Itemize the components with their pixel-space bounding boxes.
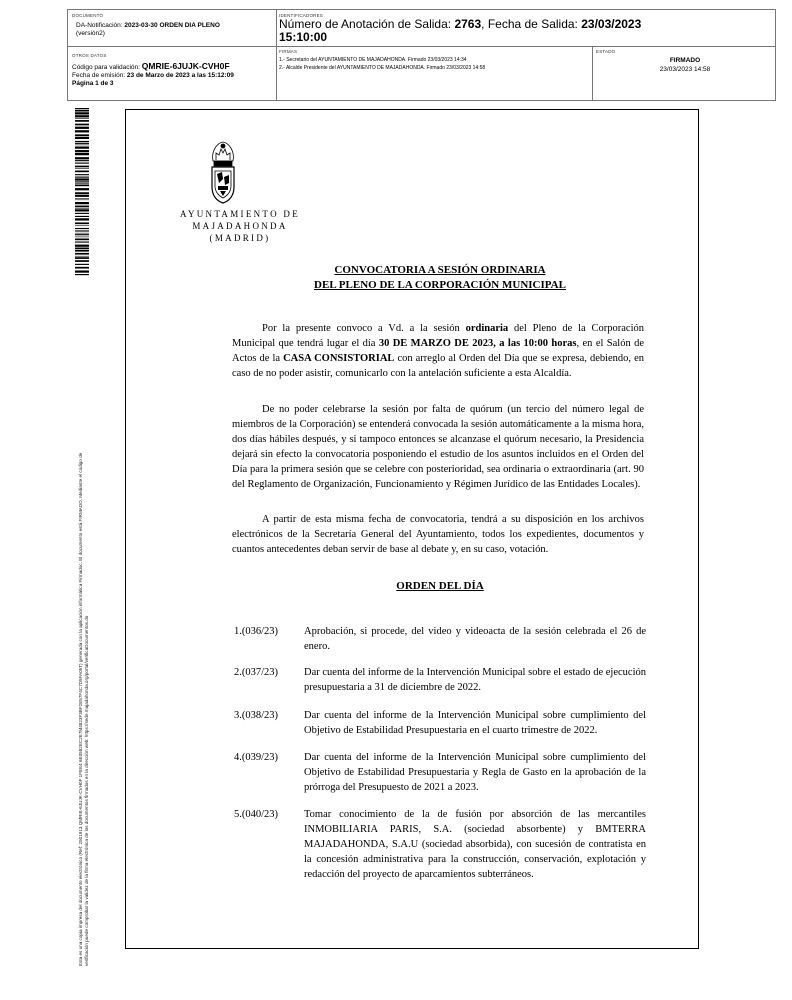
header-divider <box>592 46 593 100</box>
side-text-line-1: Esta es una copia impresa del documento electrónico (Ref: 2501913 QMRIE-6JUJK-CVH0F 1FEE4 6E0582EC2E7M4823F3BF2E57F4C7D5FA05T) generada con la aplicación informática Firmadoc. El documento está FIRMADO. Mediante el código de <box>78 452 83 966</box>
firma-2: 2.- Alcalde Presidente del AYUNTAMIENTO DE MAJADAHONDA. Firmado 23/03/2023 14:58 <box>279 65 486 71</box>
header-divider <box>68 46 775 47</box>
identificadores-caption: IDENTIFICADORES <box>279 13 324 18</box>
validation-code: Código para validación: QMRIE-6JUJK-CVH0F <box>72 61 230 71</box>
document-header-table <box>67 9 776 101</box>
agenda-item <box>234 708 646 738</box>
agenda-item-text: Aprobación, si procede, del video y videoacta de la sesión celebrada el 26 de enero. <box>304 626 646 652</box>
letterhead-line-2: MAJADAHONDA <box>192 221 288 231</box>
agenda-item <box>234 665 646 695</box>
side-text-line-2: verificación puede comprobar la validez de la firma electrónica de los documentos firmados en la dirección web: https://sede.majadahonda.org/portal/verificaDocumentos.do <box>84 615 89 966</box>
anotacion-salida: Número de Anotación de Salida: 2763, Fecha de Salida: 23/03/2023 15:10:00 <box>279 17 642 44</box>
agenda-item-text: Dar cuenta del informe de la Intervención Municipal sobre cumplimiento del Objetivo de Estabilidad Presupuestaria y Regla de Gasto en la aprobación de la prórroga del Presupuesto de 2021 a 2023. <box>304 752 646 793</box>
document-title <box>238 263 642 293</box>
agenda-item-text: Dar cuenta del informe de la Intervención Municipal sobre el estado de ejecución presupuestaria a 31 de diciembre de 2022. <box>304 667 646 693</box>
documento-version: (versión2) <box>76 30 105 37</box>
agenda-item <box>234 807 646 882</box>
agenda-item-text: Tomar conocimiento de la de fusión por absorción de las mercantiles INMOBILIARIA PARIS, S.A. (sociedad absorbente) y BMTERRA MAJADAHONDA, S.A.U (sociedad absorbida), con sucesión de contratista en la concesión administrativa para la construcción, conservación, explotación y redacción del proyecto de aparcamientos subterráneos. <box>304 809 646 880</box>
header-divider <box>276 10 277 100</box>
agenda-item-number: 3.(038/23) <box>234 710 279 721</box>
agenda-item-number: 4.(039/23) <box>234 752 279 763</box>
agenda-item <box>234 750 646 795</box>
letterhead <box>170 208 310 244</box>
verification-side-text <box>78 306 90 966</box>
firma-1: 1.- Secretario del AYUNTAMIENTO DE MAJADAHONDA. Firmado 23/03/2023 14:34 <box>279 57 467 63</box>
page-number: Página 1 de 3 <box>72 80 114 87</box>
paragraph-convocatoria: Por la presente convoco a Vd. a la sesión ordinaria del Pleno de la Corporación Municipal que tendrá lugar el día 30 DE MARZO DE 2023, a las 10:00 horas, en el Salón de Actos de la CASA CONSISTORIAL con arreglo al Orden del Día que se expresa, debiendo, en caso de no poder asistir, comunicarlo con la antelación suficiente a esta Alcaldía. <box>232 323 644 379</box>
documento-caption: DOCUMENTO <box>72 13 104 18</box>
agenda-item-text: Dar cuenta del informe de la Intervención Municipal sobre cumplimiento del Objetivo de Estabilidad Presupuestaria en el cuarto trimestre de 2022. <box>304 710 646 736</box>
documento-value: DA-Notificación: 2023-03-30 ORDEN DIA PLENO <box>76 22 220 29</box>
emission-date: Fecha de emisión: 23 de Marzo de 2023 a las 15:12:09 <box>72 72 234 79</box>
title-line-1: CONVOCATORIA A SESIÓN ORDINARIA <box>334 264 546 276</box>
title-line-2: DEL PLENO DE LA CORPORACIÓN MUNICIPAL <box>314 279 566 291</box>
agenda-item-number: 5.(040/23) <box>234 809 279 820</box>
paragraph-disposicion: A partir de esta misma fecha de convocatoria, tendrá a su disposición en los archivos electrónicos de la Secretaría General del Ayuntamiento, todos los expedientes, documentos y cuantos antecedentes deban servir de base al debate y, en su caso, votación. <box>232 514 644 555</box>
firmas-caption: FIRMAS <box>279 49 298 54</box>
estado-fecha: 23/03/2023 14:58 <box>659 66 711 73</box>
agenda-item <box>234 624 646 654</box>
vertical-barcode <box>75 108 89 276</box>
paragraph-quorum: De no poder celebrarse la sesión por falta de quórum (un tercio del número legal de miembros de la Corporación) se entenderá convocada la sesión automáticamente a la misma hora, dos días hábiles después, y si tampoco entonces se alcanzase el quórum necesario, la Presidencia dejará sin efecto la convocatoria posponiendo el estudio de los asuntos incluidos en el Orden del Día para la primera sesión que se celebre con posterioridad, sea ordinaria o extraordinaria (art. 90 del Reglamento de Organización, Funcionamiento y Régimen Jurídico de las Entidades Locales). <box>232 404 644 490</box>
letterhead-line-3: (MADRID) <box>209 233 271 243</box>
letterhead-line-1: AYUNTAMIENTO DE <box>179 209 301 219</box>
orden-del-dia-heading: ORDEN DEL DÍA <box>396 580 484 592</box>
majadahonda-coat-of-arms-icon <box>207 139 239 205</box>
otros-datos-caption: OTROS DATOS <box>72 53 107 58</box>
agenda-item-number: 1.(036/23) <box>234 626 279 637</box>
agenda-item-number: 2.(037/23) <box>234 667 279 678</box>
estado-caption: ESTADO <box>596 49 616 54</box>
estado-value: FIRMADO <box>669 57 701 64</box>
